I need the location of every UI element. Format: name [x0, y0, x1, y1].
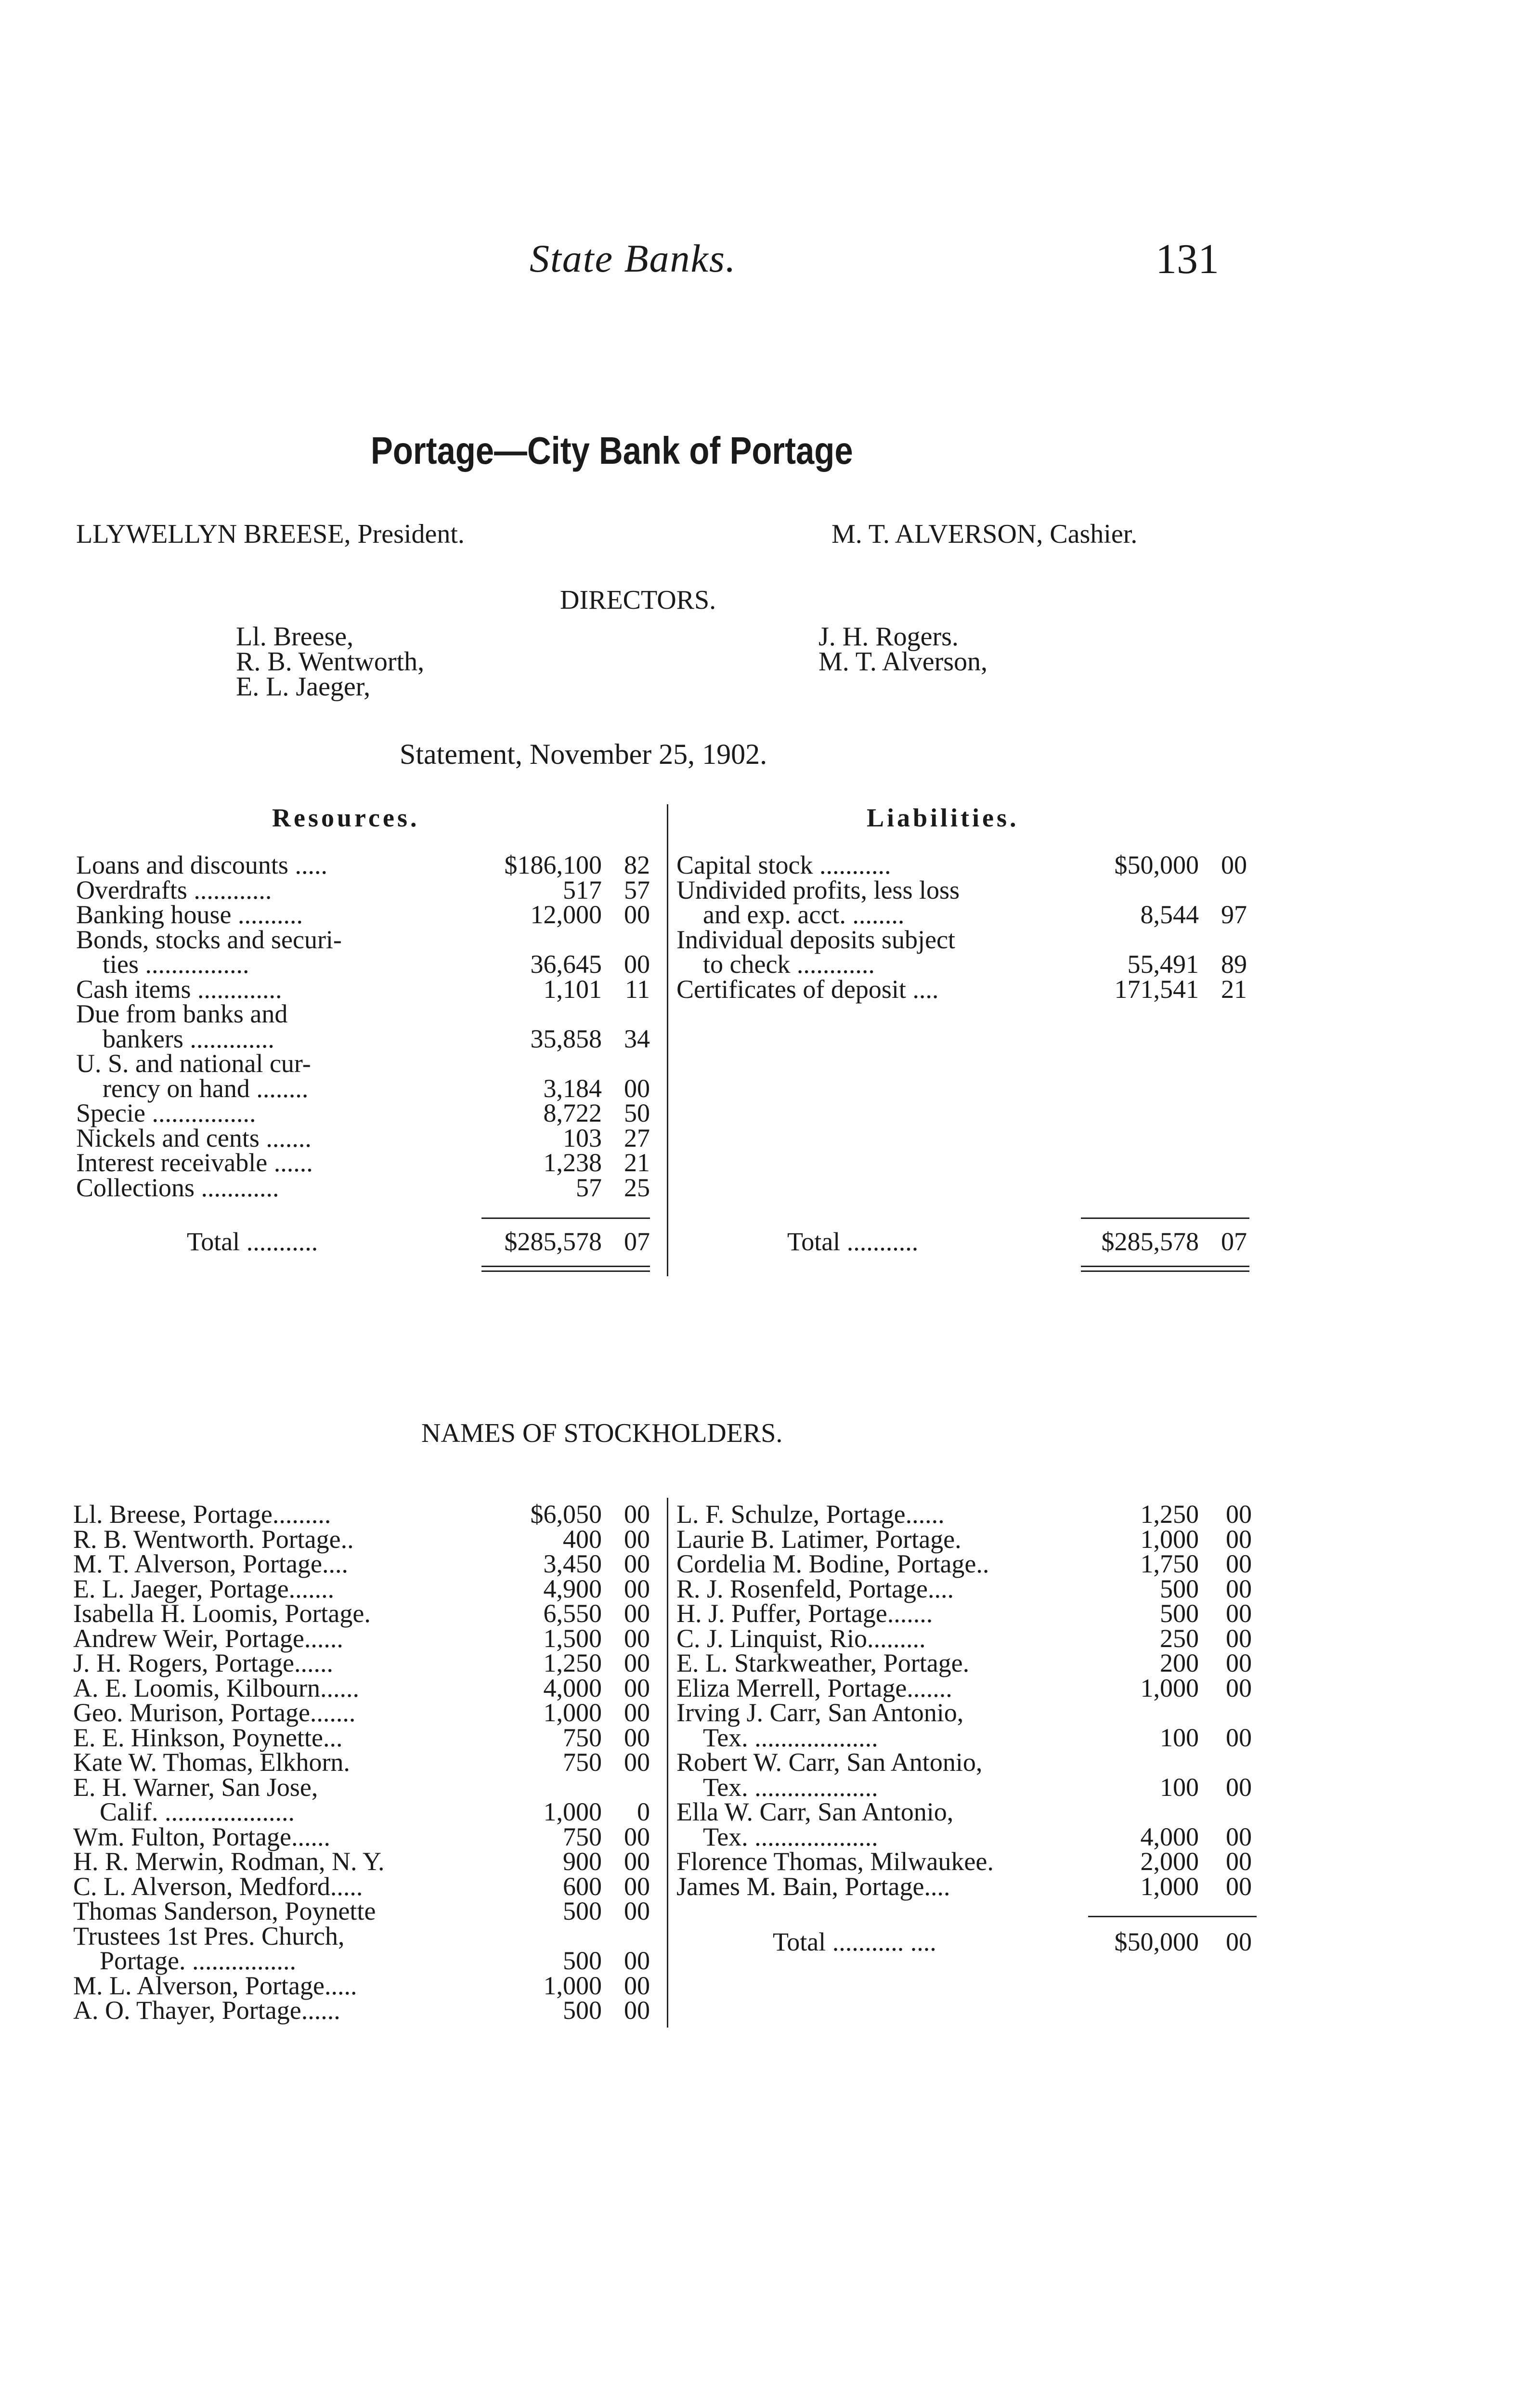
stockholder-row-label: A. E. Loomis, Kilbourn...... — [73, 1673, 359, 1702]
liability-row-cents: 21 — [1221, 974, 1247, 1004]
stockholder-row-dollars: 250 — [1160, 1623, 1199, 1653]
resource-row-cents: 11 — [625, 974, 650, 1004]
resource-row-dollars: 1,101 — [543, 974, 602, 1004]
resources-total-cents: 07 — [624, 1227, 650, 1256]
resource-row-label: U. S. and national cur- — [76, 1049, 311, 1078]
stockholder-row-dollars: 1,000 — [543, 1797, 602, 1826]
resources-heading: Resources. — [272, 803, 420, 832]
stockholders-total-dollars: $50,000 — [1114, 1927, 1199, 1956]
resource-row-label: rency on hand ........ — [103, 1073, 309, 1103]
stockholder-row-line — [73, 1772, 650, 1802]
stockholder-row-cents: 00 — [624, 1822, 650, 1851]
resource-row-line — [76, 1175, 650, 1200]
stockholder-row-dollars: 2,000 — [1140, 1847, 1199, 1876]
resource-row-line — [76, 974, 650, 1004]
stockholder-row-cents: 00 — [624, 1500, 650, 1529]
stockholder-row-dollars: $6,050 — [530, 1500, 602, 1529]
stockholder-row-line — [73, 1700, 650, 1725]
stockholder-row-cents: 00 — [624, 1549, 650, 1578]
stockholder-row-label: Irving J. Carr, San Antonio, — [676, 1698, 964, 1727]
resource-row-dollars: 517 — [563, 875, 602, 904]
stockholder-row-line — [676, 1750, 1252, 1775]
resource-row-cents: 21 — [624, 1148, 650, 1177]
stockholder-row-dollars: 100 — [1160, 1723, 1199, 1752]
resource-row-label: Loans and discounts ..... — [76, 851, 327, 879]
stockholder-row-cents: 00 — [624, 1996, 650, 2025]
resource-row-cents: 00 — [624, 950, 650, 979]
stockholder-row-label: Wm. Fulton, Portage...... — [73, 1822, 330, 1851]
resource-row-cents: 25 — [624, 1173, 650, 1202]
stockholder-row-cents: 00 — [1226, 1524, 1252, 1554]
stockholder-row-label: Geo. Murison, Portage....... — [73, 1698, 356, 1727]
stockholder-row-cents: 00 — [624, 1946, 650, 1975]
directors-heading: DIRECTORS. — [560, 585, 716, 615]
resource-row-label: Collections ............ — [76, 1173, 279, 1202]
liabilities-total-label: Total ........... — [787, 1227, 919, 1256]
liability-row-line — [676, 877, 1247, 903]
stockholder-row-label: C. J. Linquist, Rio......... — [676, 1623, 926, 1653]
stockholder-row-cents: 00 — [624, 1871, 650, 1901]
stockholder-row-dollars: 1,000 — [1140, 1524, 1199, 1554]
resources-total-rule — [481, 1266, 650, 1267]
resource-row-dollars: 12,000 — [530, 900, 602, 929]
resource-row-label: Bonds, stocks and securi- — [76, 925, 342, 954]
stockholder-row-line — [73, 1921, 650, 1950]
stockholder-row-line — [73, 1973, 650, 1998]
stockholder-row-line — [73, 1650, 650, 1675]
liability-row-line — [676, 852, 1247, 877]
stockholder-row-line — [73, 1623, 650, 1653]
resource-row-line — [76, 852, 650, 877]
resource-row-label: Cash items ............. — [76, 974, 282, 1004]
stockholder-row-dollars: 500 — [1160, 1599, 1199, 1628]
resource-row-line — [76, 1150, 650, 1175]
liability-row-cents: 00 — [1221, 851, 1247, 879]
stockholder-row-cents: 00 — [624, 1847, 650, 1876]
resource-row-line — [76, 1100, 650, 1125]
liabilities-total-cents: 07 — [1221, 1227, 1247, 1256]
stockholder-row-line — [676, 1849, 1252, 1874]
directors-left — [236, 622, 425, 702]
stockholders-heading: NAMES OF STOCKHOLDERS. — [421, 1418, 783, 1448]
resource-row-dollars: 36,645 — [530, 950, 602, 979]
stockholder-row-dollars: 200 — [1160, 1649, 1199, 1677]
stockholder-row-line — [73, 1849, 650, 1874]
stockholder-row-line — [676, 1824, 1252, 1849]
stockholder-row-dollars: 750 — [563, 1822, 602, 1851]
stockholder-row-label: R. B. Wentworth. Portage.. — [73, 1524, 354, 1554]
resource-row-label: ties ................ — [103, 950, 249, 979]
stockholder-row-cents: 00 — [624, 1599, 650, 1628]
resource-row-line — [76, 1073, 650, 1103]
stockholder-row-cents: 00 — [1226, 1772, 1252, 1802]
stockholder-row-cents: 00 — [1226, 1822, 1252, 1851]
stockholder-row-label: Andrew Weir, Portage...... — [73, 1623, 343, 1653]
stockholder-row-label: M. L. Alverson, Portage..... — [73, 1971, 357, 2000]
resource-row-label: Overdrafts ............ — [76, 875, 272, 904]
liability-row-label: Certificates of deposit .... — [676, 974, 939, 1004]
stockholder-row-line — [676, 1700, 1252, 1725]
stockholder-row-cents: 00 — [1226, 1871, 1252, 1901]
stockholder-row-cents: 00 — [1226, 1500, 1252, 1529]
resource-row-cents: 82 — [624, 851, 650, 879]
stockholder-row-label: Isabella H. Loomis, Portage. — [73, 1599, 371, 1628]
resource-row-line — [76, 1051, 650, 1076]
director-name: M. T. Alverson, — [818, 647, 988, 677]
stockholder-row-line — [676, 1576, 1252, 1601]
stockholder-row-dollars: 500 — [563, 1996, 602, 2025]
stockholder-row-line — [676, 1551, 1252, 1576]
stockholder-row-dollars: 1,500 — [543, 1623, 602, 1653]
stockholder-row-dollars: 4,000 — [543, 1673, 602, 1702]
stockholder-row-cents: 00 — [624, 1748, 650, 1777]
stockholder-row-dollars: 500 — [1160, 1574, 1199, 1603]
resources-total-dollars: $285,578 — [504, 1227, 602, 1256]
stockholder-row-cents: 00 — [1226, 1549, 1252, 1578]
stockholder-row-line — [73, 1898, 650, 1924]
resources-subtotal-rule — [481, 1217, 650, 1219]
stockholder-row-label: Ll. Breese, Portage......... — [73, 1500, 331, 1529]
stockholders-divider — [667, 1498, 668, 2028]
stockholder-row-dollars: 750 — [563, 1723, 602, 1752]
resource-row-cents: 34 — [624, 1024, 650, 1053]
stockholder-row-label: Robert W. Carr, San Antonio, — [676, 1748, 983, 1777]
stockholder-row-line — [676, 1502, 1252, 1527]
cashier-line: M. T. ALVERSON, Cashier. — [831, 519, 1138, 549]
resource-row-line — [76, 1026, 650, 1051]
stockholders-total-label: Total ........... .... — [773, 1927, 936, 1956]
stockholder-row-dollars: 600 — [563, 1871, 602, 1901]
resource-row-label: Nickels and cents ....... — [76, 1123, 312, 1152]
stockholder-row-cents: 00 — [624, 1723, 650, 1752]
stockholder-row-line — [73, 1725, 650, 1750]
director-name: R. B. Wentworth, — [236, 647, 425, 677]
stockholder-row-dollars: 500 — [563, 1897, 602, 1925]
stockholder-row-line — [73, 1675, 650, 1701]
resource-row-dollars: 57 — [576, 1173, 602, 1202]
liability-row-label: and exp. acct. ........ — [703, 900, 905, 929]
stockholder-row-line — [73, 1601, 650, 1626]
stockholder-row-cents: 00 — [624, 1897, 650, 1925]
running-head: State Banks. — [530, 236, 737, 280]
stockholder-row-line — [676, 1725, 1252, 1750]
resource-row-cents: 00 — [624, 900, 650, 929]
stockholder-row-cents: 00 — [1226, 1574, 1252, 1603]
director-name: Ll. Breese, — [236, 622, 354, 652]
stockholder-row-cents: 00 — [1226, 1673, 1252, 1702]
stockholder-row-label: A. O. Thayer, Portage...... — [73, 1996, 340, 2025]
stockholder-row-dollars: 900 — [563, 1847, 602, 1876]
stockholder-row-cents: 00 — [624, 1971, 650, 2000]
stockholder-row-dollars: 1,000 — [543, 1971, 602, 2000]
stockholder-row-cents: 00 — [624, 1623, 650, 1653]
stockholder-row-dollars: 4,900 — [543, 1574, 602, 1603]
stockholder-row-label: Tex. ................... — [703, 1723, 878, 1752]
stockholder-row-label: R. J. Rosenfeld, Portage.... — [676, 1574, 954, 1603]
stockholder-row-label: Cordelia M. Bodine, Portage.. — [676, 1549, 989, 1578]
stockholder-row-cents: 0 — [637, 1797, 650, 1826]
stockholder-row-line — [73, 1998, 650, 2023]
liability-row-line — [676, 927, 1247, 952]
liabilities-total-rule — [1081, 1266, 1249, 1267]
statement-heading: Statement, November 25, 1902. — [400, 738, 767, 770]
resource-row-label: bankers ............. — [103, 1024, 274, 1053]
resource-row-cents: 50 — [624, 1099, 650, 1127]
stockholder-row-label: Eliza Merrell, Portage....... — [676, 1673, 952, 1702]
stockholder-row-cents: 00 — [624, 1574, 650, 1603]
stockholder-row-label: E. E. Hinkson, Poynette... — [73, 1723, 343, 1752]
stockholder-row-cents: 00 — [1226, 1599, 1252, 1628]
resource-row-line — [76, 902, 650, 927]
stockholder-row-cents: 00 — [624, 1649, 650, 1677]
statement-divider — [667, 804, 668, 1276]
liability-row-line — [676, 974, 1247, 1004]
stockholder-row-label: J. H. Rogers, Portage...... — [73, 1649, 333, 1677]
stockholder-row-dollars: 1,750 — [1140, 1549, 1199, 1578]
resource-row-line — [76, 1001, 650, 1026]
stockholder-row-label: Portage. ................ — [100, 1946, 296, 1975]
liability-row-label: Individual deposits subject — [676, 925, 955, 954]
stockholder-row-line — [676, 1524, 1252, 1554]
resource-row-line — [76, 1125, 650, 1151]
stockholder-row-label: Tex. ................... — [703, 1822, 878, 1851]
liability-row-line — [676, 952, 1247, 977]
stockholder-row-dollars: 500 — [563, 1946, 602, 1975]
stockholder-row-label: Calif. .................... — [100, 1797, 295, 1826]
stockholder-row-dollars: 1,000 — [1140, 1871, 1199, 1901]
stockholder-row-cents: 00 — [624, 1698, 650, 1727]
resource-row-dollars: 8,722 — [543, 1099, 602, 1127]
resource-row-dollars: $186,100 — [504, 851, 602, 879]
liabilities-total-rule — [1081, 1270, 1249, 1272]
stockholder-row-dollars: 4,000 — [1140, 1822, 1199, 1851]
stockholder-row-label: L. F. Schulze, Portage...... — [676, 1500, 945, 1529]
stockholder-row-label: H. J. Puffer, Portage....... — [676, 1599, 933, 1628]
stockholder-row-cents: 00 — [1226, 1649, 1252, 1677]
resource-row-line — [76, 877, 650, 903]
liability-row-label: to check ............ — [703, 950, 875, 979]
liability-row-line — [676, 902, 1247, 927]
liability-row-label: Undivided profits, less loss — [676, 875, 960, 904]
resource-row-cents: 00 — [624, 1073, 650, 1103]
stockholder-row-line — [73, 1551, 650, 1576]
stockholder-row-label: James M. Bain, Portage.... — [676, 1871, 950, 1901]
liability-row-label: Capital stock ........... — [676, 851, 891, 879]
stockholder-row-label: H. R. Merwin, Rodman, N. Y. — [73, 1847, 385, 1876]
stockholder-row-dollars: 1,000 — [1140, 1673, 1199, 1702]
stockholder-row-label: M. T. Alverson, Portage.... — [73, 1549, 348, 1578]
stockholder-row-label: Laurie B. Latimer, Portage. — [676, 1524, 961, 1554]
stockholder-row-dollars: 3,450 — [543, 1549, 602, 1578]
stockholder-row-dollars: 400 — [563, 1524, 602, 1554]
stockholder-row-line — [73, 1824, 650, 1849]
stockholder-row-cents: 00 — [1226, 1723, 1252, 1752]
liability-row-cents: 89 — [1221, 950, 1247, 979]
stockholder-row-line — [73, 1576, 650, 1601]
stockholder-row-line — [73, 1948, 650, 1973]
stockholder-row-line — [676, 1772, 1252, 1802]
bank-title: Portage—City Bank of Portage — [371, 429, 853, 472]
stockholders-total-rule — [1088, 1916, 1257, 1917]
resource-row-dollars: 103 — [563, 1123, 602, 1152]
resources-total-rule — [481, 1270, 650, 1272]
stockholder-row-cents: 00 — [624, 1524, 650, 1554]
liabilities-subtotal-rule — [1081, 1217, 1249, 1219]
stockholder-row-line — [73, 1750, 650, 1775]
stockholder-row-dollars: 1,250 — [1140, 1500, 1199, 1529]
stockholder-row-dollars: 1,250 — [543, 1649, 602, 1677]
liability-row-cents: 97 — [1221, 900, 1247, 929]
director-name: J. H. Rogers. — [818, 622, 959, 652]
resource-row-cents: 27 — [624, 1123, 650, 1152]
stockholder-row-line — [676, 1799, 1252, 1824]
director-name: E. L. Jaeger, — [236, 672, 371, 702]
stockholder-row-label: E. L. Jaeger, Portage....... — [73, 1574, 335, 1603]
resource-row-dollars: 35,858 — [530, 1024, 602, 1053]
liability-row-dollars: 55,491 — [1127, 950, 1199, 979]
stockholder-row-label: Trustees 1st Pres. Church, — [73, 1921, 345, 1950]
resource-row-line — [76, 927, 650, 952]
liability-row-dollars: 171,541 — [1114, 974, 1199, 1004]
stockholder-row-label: Ella W. Carr, San Antonio, — [676, 1797, 954, 1826]
stockholder-row-line — [73, 1871, 650, 1901]
stockholder-row-dollars: 1,000 — [543, 1698, 602, 1727]
resource-row-dollars: 1,238 — [543, 1148, 602, 1177]
resources-total-label: Total ........... — [187, 1227, 318, 1256]
stockholder-row-label: Florence Thomas, Milwaukee. — [676, 1847, 994, 1876]
stockholder-row-label: E. H. Warner, San Jose, — [73, 1772, 318, 1802]
stockholder-row-line — [73, 1799, 650, 1824]
resource-row-dollars: 3,184 — [543, 1073, 602, 1103]
stockholder-row-cents: 00 — [1226, 1847, 1252, 1876]
resource-row-line — [76, 952, 650, 977]
stockholder-row-label: Tex. ................... — [703, 1772, 878, 1802]
stockholder-row-dollars: 6,550 — [543, 1599, 602, 1628]
stockholder-row-cents: 00 — [1226, 1623, 1252, 1653]
stockholder-row-line — [676, 1650, 1252, 1675]
stockholder-row-dollars: 100 — [1160, 1772, 1199, 1802]
liability-row-dollars: 8,544 — [1140, 900, 1199, 929]
stockholder-row-cents: 00 — [624, 1673, 650, 1702]
page-number: 131 — [1156, 236, 1219, 283]
directors-right — [818, 622, 988, 677]
stockholder-row-line — [676, 1623, 1252, 1653]
stockholder-row-line — [676, 1871, 1252, 1901]
stockholder-row-line — [676, 1601, 1252, 1626]
liabilities-heading: Liabilities. — [867, 803, 1019, 832]
resource-row-label: Specie ................ — [76, 1099, 256, 1127]
liabilities-total-dollars: $285,578 — [1101, 1227, 1199, 1256]
stockholder-row-line — [73, 1502, 650, 1527]
liability-row-dollars: $50,000 — [1114, 851, 1199, 879]
stockholder-row-label: Thomas Sanderson, Poynette — [73, 1897, 376, 1925]
stockholder-row-label: Kate W. Thomas, Elkhorn. — [73, 1748, 350, 1777]
resource-row-cents: 57 — [624, 875, 650, 904]
president-line: LLYWELLYN BREESE, President. — [76, 519, 465, 549]
stockholders-total-cents: 00 — [1226, 1927, 1252, 1956]
stockholder-row-line — [73, 1524, 650, 1554]
stockholder-row-dollars: 750 — [563, 1748, 602, 1777]
resource-row-label: Banking house .......... — [76, 900, 303, 929]
stockholder-row-label: C. L. Alverson, Medford..... — [73, 1871, 363, 1901]
resource-row-label: Interest receivable ...... — [76, 1148, 313, 1177]
stockholder-row-label: E. L. Starkweather, Portage. — [676, 1649, 970, 1677]
stockholder-row-line — [676, 1675, 1252, 1701]
resource-row-label: Due from banks and — [76, 999, 288, 1028]
